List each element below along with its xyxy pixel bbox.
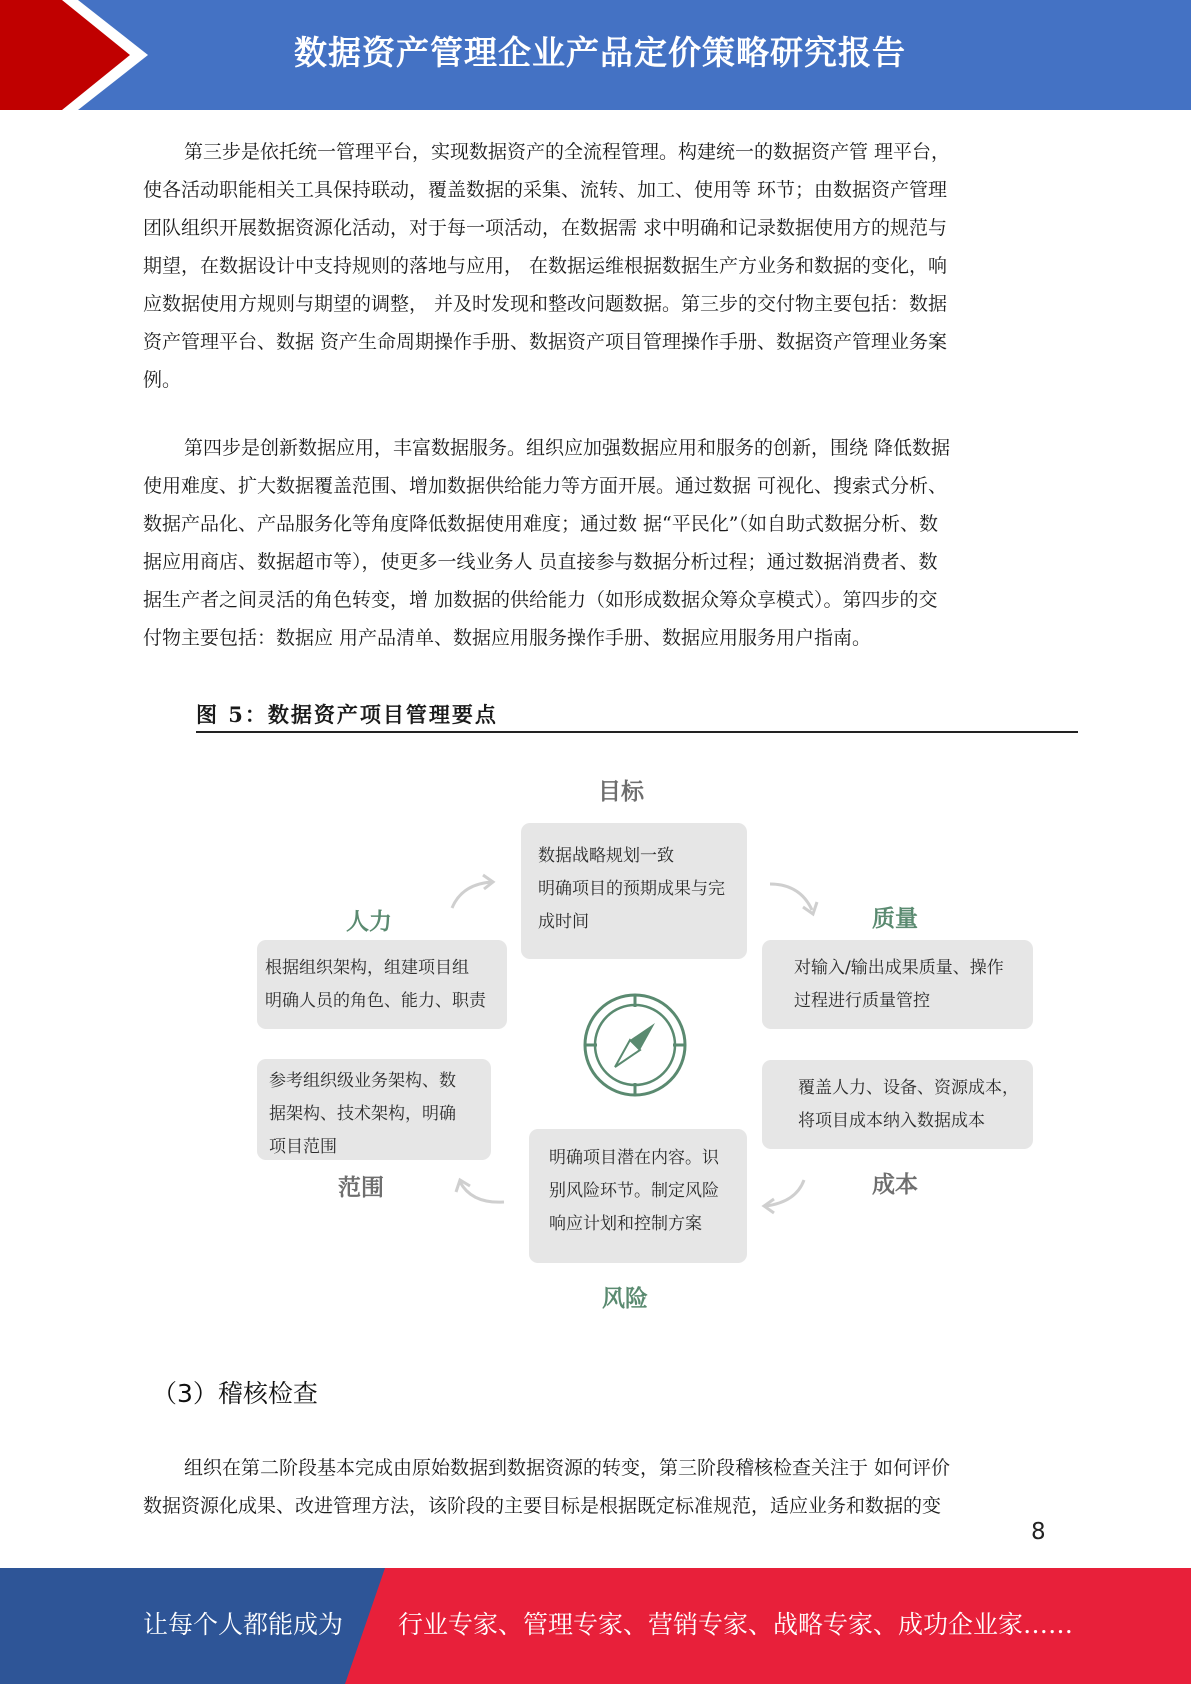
card-line: 过程进行质量管控 <box>794 991 930 1011</box>
card-line: 明确人员的角色、能力、职责 <box>265 991 486 1011</box>
document-title: 数据资产管理企业产品定价策略研究报告 <box>294 33 906 72</box>
section-heading: （3）稽核检查 <box>152 1379 318 1408</box>
text-line: 第四步是创新数据应用，丰富数据服务。组织应加强数据应用和服务的创新，围绕 降低数据 <box>184 437 951 459</box>
label-scope: 范围 <box>338 1175 384 1201</box>
card-risk <box>529 1129 747 1263</box>
text-line: 据生产者之间灵活的角色转变，增 加数据的供给能力（如形成数据众筹众享模式）。第四步的交 <box>143 589 938 611</box>
card-line: 据架构、技术架构，明确 <box>269 1104 456 1124</box>
label-risk: 风险 <box>602 1286 648 1312</box>
text-line: 应数据使用方规则与期望的调整， 并及时发现和整改问题数据。第三步的交付物主要包括：数据 <box>143 293 948 315</box>
card-line: 别风险环节。制定风险 <box>549 1181 719 1201</box>
paragraph-step-four <box>143 429 1036 657</box>
card-line: 响应计划和控制方案 <box>549 1214 702 1234</box>
card-line: 根据组织架构，组建项目组 <box>265 958 469 978</box>
arrow-curve-icon <box>756 1172 816 1222</box>
card-line: 成时间 <box>538 912 589 932</box>
card-target <box>521 823 747 959</box>
text-line: 付物主要包括：数据应 用产品清单、数据应用服务操作手册、数据应用服务用户指南。 <box>143 627 872 649</box>
figure-caption: 图 5：数据资产项目管理要点 <box>196 702 498 727</box>
text-line: 数据资源化成果、改进管理方法，该阶段的主要目标是根据既定标准规范，适应业务和数据的变 <box>143 1495 942 1517</box>
caption-underline <box>196 731 1078 733</box>
text-line: 资产管理平台、数据 资产生命周期操作手册、数据资产项目管理操作手册、数据资产管理业务案 <box>143 331 948 353</box>
page-number: 8 <box>1031 1519 1046 1545</box>
card-line: 明确项目的预期成果与完 <box>538 879 725 899</box>
card-line: 项目范围 <box>269 1137 337 1157</box>
label-quality: 质量 <box>872 906 918 932</box>
text-line: 使各活动职能相关工具保持联动，覆盖数据的采集、流转、加工、使用等 环节；由数据资产管理 <box>143 179 948 201</box>
text-line: 据应用商店、数据超市等），使更多一线业务人 员直接参与数据分析过程；通过数据消费者、数 <box>143 551 938 573</box>
card-line: 数据战略规划一致 <box>538 846 674 866</box>
text-line: 团队组织开展数据资源化活动，对于每一项活动，在数据需 求中明确和记录数据使用方的规范与 <box>143 217 948 239</box>
arrow-curve-icon <box>448 1172 508 1222</box>
card-quality <box>762 940 1033 1029</box>
card-scope <box>257 1059 491 1160</box>
card-line: 对输入/输出成果质量、操作 <box>794 958 1004 978</box>
card-line: 参考组织级业务架构、数 <box>269 1071 456 1091</box>
label-target: 目标 <box>598 779 644 805</box>
card-line: 明确项目潜在内容。识 <box>549 1148 719 1168</box>
label-cost: 成本 <box>872 1172 918 1198</box>
arrow-curve-icon <box>764 874 824 924</box>
text-line: 第三步是依托统一管理平台，实现数据资产的全流程管理。构建统一的数据资产管 理平台， <box>184 141 951 163</box>
text-line: 使用难度、扩大数据覆盖范围、增加数据供给能力等方面开展。通过数据 可视化、搜索式分析、 <box>143 475 948 497</box>
footer-slogan-left: 让每个人都能成为 <box>143 1610 344 1639</box>
compass-icon <box>580 990 690 1100</box>
text-line: 例。 <box>143 369 182 391</box>
card-line: 覆盖人力、设备、资源成本， <box>798 1078 1019 1098</box>
card-manpower <box>257 940 507 1029</box>
paragraph-step-three <box>143 133 1036 399</box>
arrow-curve-icon <box>440 868 500 918</box>
card-cost <box>762 1060 1033 1149</box>
text-line: 数据产品化、产品服务化等角度降低数据使用难度；通过数 据“平民化”（如自助式数据分析、数 <box>143 513 938 535</box>
label-manpower: 人力 <box>346 909 392 935</box>
footer-slogan-right: 行业专家、管理专家、营销专家、战略专家、成功企业家…… <box>398 1610 1074 1639</box>
card-line: 将项目成本纳入数据成本 <box>798 1111 985 1131</box>
text-line: 组织在第二阶段基本完成由原始数据到数据资源的转变，第三阶段稽核检查关注于 如何评价 <box>184 1457 951 1479</box>
paragraph-audit-check <box>143 1449 1036 1525</box>
text-line: 期望，在数据设计中支持规则的落地与应用， 在数据运维根据数据生产方业务和数据的变化，响 <box>143 255 948 277</box>
